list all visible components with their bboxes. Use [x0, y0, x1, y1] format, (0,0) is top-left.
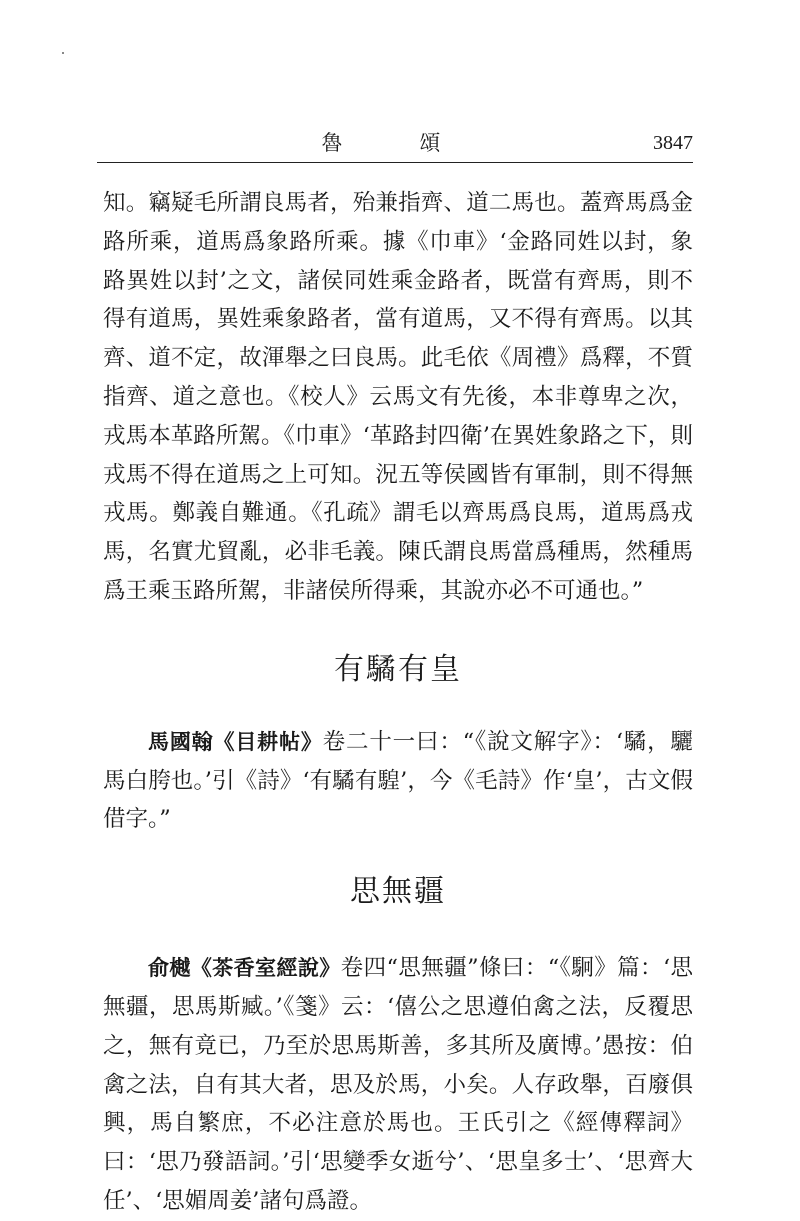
cited-author: 俞樾《茶香室經說》 — [148, 956, 341, 981]
page-body — [103, 184, 693, 1221]
citation-text: 卷二十一曰：“《說文解字》：‘驈，驪馬白胯也。’引《詩》‘有驈有騜’，今《毛詩》作‘皇’，古文假借字。” — [103, 728, 694, 833]
cited-author: 馬國翰《目耕帖》 — [148, 729, 323, 754]
page-number: 3847 — [653, 132, 693, 154]
citation-text: 卷四“思無疆”條曰：“《駉》篇：‘思無疆，思馬斯臧。’《箋》云：‘僖公之思遵伯禽之法，反覆思之，無有竟已，乃至於思馬斯善，多其所及廣博。’愚按：伯禽之法，自有其大者，思及於馬，小矣。人存政舉，百廢俱興，馬自繁庶，不必注意於馬也。王氏引之《經傳釋詞》曰：‘思乃發語詞。’引‘思變季女逝兮’、‘思皇多士’、‘思齊大任’、‘思媚周姜’諸句爲證。 — [103, 955, 693, 1214]
section-paragraph-si-wu-jiang — [103, 949, 693, 1221]
section-heading-you-yu-you-huang: 有驈有皇 — [334, 651, 462, 687]
page-header — [97, 128, 693, 162]
section-heading-si-wu-jiang: 思無疆 — [350, 874, 446, 910]
scan-speck — [62, 52, 64, 54]
section-paragraph-you-yu-you-huang — [103, 723, 693, 839]
running-title: 魯 頌 — [321, 131, 469, 155]
header-rule — [97, 162, 693, 163]
continued-paragraph: 知。竊疑毛所謂良馬者，殆兼指齊、道二馬也。蓋齊馬爲金路所乘，道馬爲象路所乘。據《巾車》‘金路同姓以封，象路異姓以封’之文，諸侯同姓乘金路者，既當有齊馬，則不得有道馬，異姓乘象路者，當有道馬，又不得有齊馬。以其齊、道不定，故渾舉之曰良馬。此毛依《周禮》爲釋，不質指齊、道之意也。《校人》云馬文有先後，本非尊卑之次，戎馬本革路所駕。《巾車》‘革路封四衛’在異姓象路之下，則戎馬不得在道馬之上可知。況五等侯國皆有軍制，則不得無戎馬。鄭義自難通。《孔疏》謂毛以齊馬爲良馬，道馬爲戎馬，名實尤貿亂，必非毛義。陳氏謂良馬當爲種馬，然種馬爲王乘玉路所駕，非諸侯所得乘，其說亦必不可通也。” — [103, 190, 693, 604]
